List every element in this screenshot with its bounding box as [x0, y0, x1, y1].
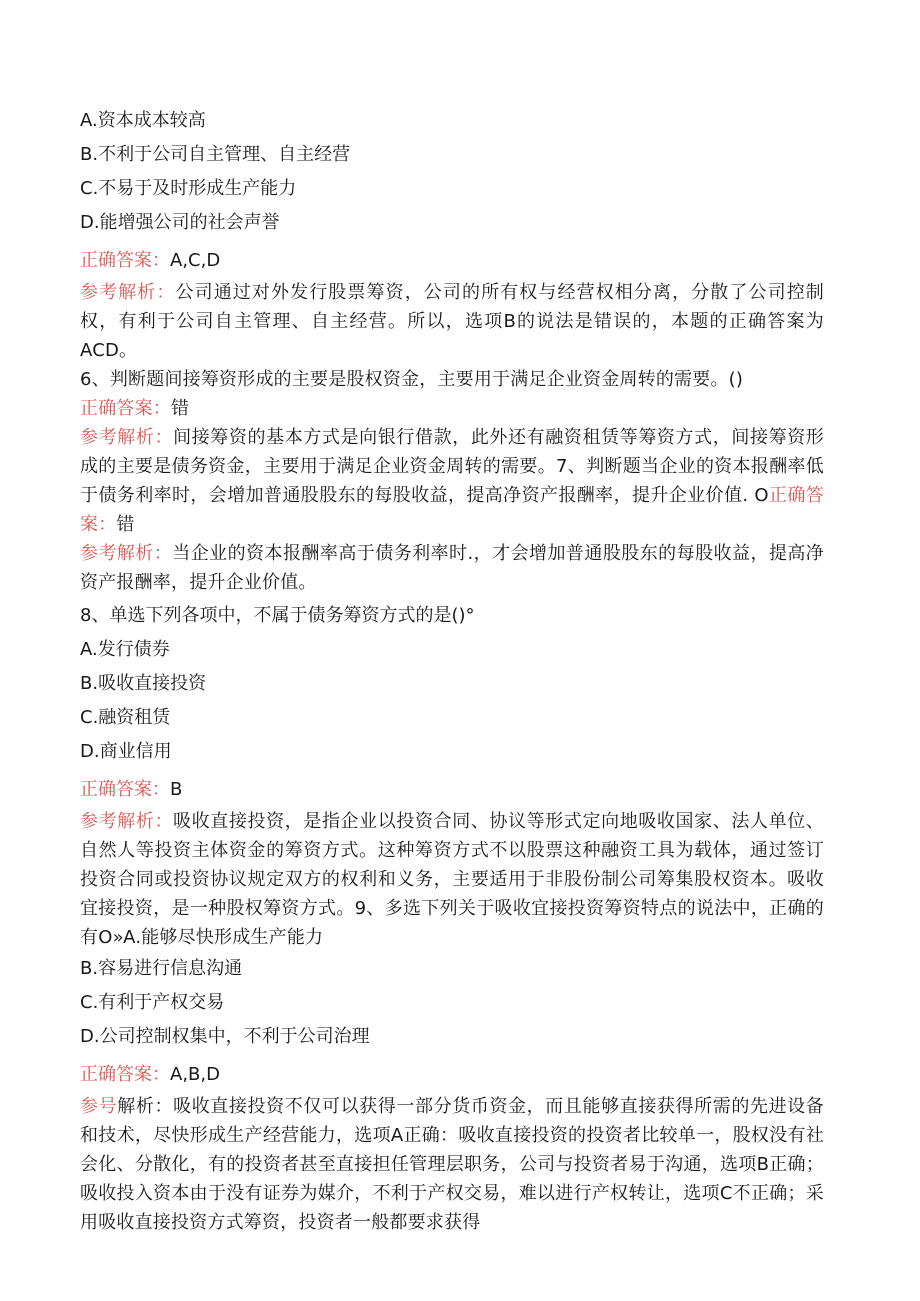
explain-label: 参号 [80, 1096, 118, 1117]
q8-option-d: D.商业信用 [80, 741, 172, 762]
q5-option-c: C.不易于及时形成生产能力 [80, 178, 297, 199]
answer-label: 正确答案： [80, 398, 171, 419]
explain-text: 当企业的资本报酬率高于债务利率时.，才会增加普通股股东的每股收益，提高净资产报酬率，提升企业价值。 [80, 543, 825, 593]
q5-option-d: D.能增强公司的社会声誉 [80, 212, 280, 233]
q8-explanation [80, 807, 824, 952]
explain-label: 参考解析： [80, 543, 173, 564]
answer-label: 正确答案： [80, 250, 170, 271]
explain-label: 参考解析： [80, 427, 174, 448]
answer-label: 正确答案： [80, 485, 824, 535]
q9-answer [80, 1058, 824, 1092]
explain-text: 间接筹资的基本方式是向银行借款，此外还有融资租赁等筹资方式，间接筹资形成的主要是债务资金，主要用于满足企业资金周转的需要。7、判断题当企业的资本报酬率低于债务利率时，会增加普通股股东的每股收益，提高净资产报酬率，提升企业价值. O [80, 427, 825, 506]
q9-explanation [80, 1092, 824, 1237]
q5-option-b: B.不利于公司自主管理、自主经营 [80, 144, 351, 165]
explain-text: 吸收直接投资不仅可以获得一部分货币资金，而且能够直接获得所需的先进设备和技术，尽快形成生产经营能力，选项A正确：吸收直接投资的投资者比较单一，股权没有社会化、分散化，有的投资者甚至直接担任管理层职务，公司与投资者易于沟通，选项B正确；吸收投入资本由于没有证券为媒介，不利于产权交易，难以进行产权转让，选项C不正确；采用吸收直接投资方式筹资，投资者一般都要求获得 [80, 1096, 825, 1233]
q8-option-c: C.融资租赁 [80, 707, 171, 728]
answer-value: A,C,D [170, 250, 221, 271]
q8-option-b: B.吸收直接投资 [80, 673, 207, 694]
explain-text: 公司通过对外发行股票筹资，公司的所有权与经营权相分离，分散了公司控制权，有利于公司自主管理、自主经营。所以，选项B的说法是错误的，本题的正确答案为ACD。 [80, 282, 824, 361]
q5-explanation [80, 278, 824, 365]
q6-question: 6、判断题间接筹资形成的主要是股权资金，主要用于满足企业资金周转的需要。() [80, 369, 744, 390]
answer-label: 正确答案： [80, 779, 170, 800]
explain-text: 吸收直接投资，是指企业以投资合同、协议等形式定向地吸收国家、法人单位、自然人等投资主体资金的筹资方式。这种筹资方式不以股票这种融资工具为载体，通过签订投资合同或投资协议规定双方的权利和义务，主要适用于非股份制公司筹集股权资本。吸收宜接投资，是一种股权筹资方式。9、多选下列关于吸收宜接投资筹资特点的说法中，正确的有O»A.能够尽快形成生产能力 [80, 811, 825, 948]
q8-question: 8、单选下列各项中，不属于债务筹资方式的是()° [80, 605, 475, 626]
answer-value: 错 [171, 398, 190, 419]
answer-value: B [170, 779, 183, 800]
explain-label: 参考解析： [80, 282, 176, 303]
explain-label: 参考解析： [80, 811, 174, 832]
explain-label-2: 解析： [117, 1096, 174, 1117]
answer-value: A,B,D [170, 1064, 220, 1085]
q6-answer [80, 394, 824, 423]
q6-explanation [80, 423, 824, 539]
q9-option-d: D.公司控制权集中，不利于公司治理 [80, 1026, 370, 1047]
answer-value: 错 [116, 514, 135, 535]
q5-option-a: A.资本成本较高 [80, 110, 206, 131]
q8-option-a: A.发行债券 [80, 639, 170, 660]
answer-label: 正确答案： [80, 1064, 170, 1085]
q5-answer [80, 244, 824, 278]
q7-explanation [80, 539, 824, 597]
q9-option-c: C.有利于产权交易 [80, 992, 225, 1013]
q9-option-b: B.容易进行信息沟通 [80, 958, 243, 979]
q8-answer [80, 773, 824, 807]
